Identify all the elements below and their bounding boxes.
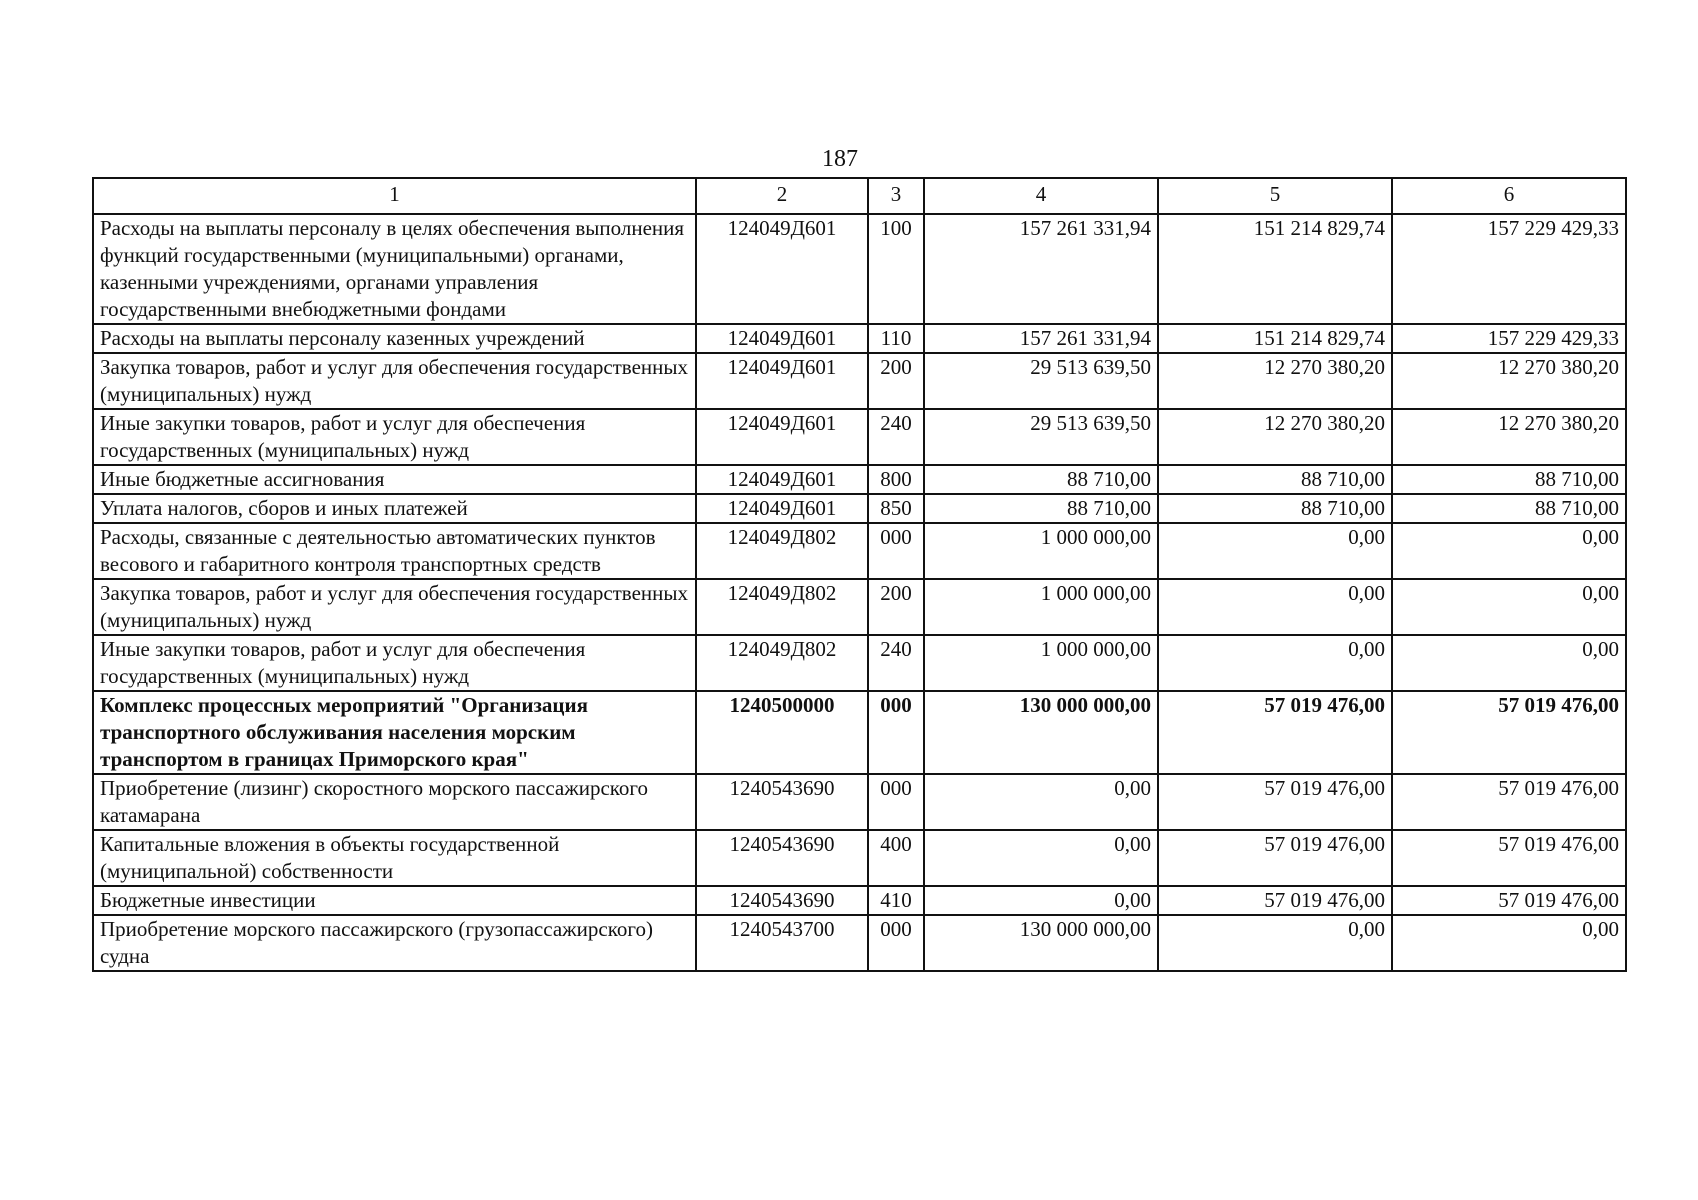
row-value-col5-cell: 0,00 xyxy=(1158,635,1392,691)
row-code-cell: 124049Д601 xyxy=(696,465,868,494)
row-value-col5-cell: 88 710,00 xyxy=(1158,465,1392,494)
row-name-cell: Уплата налогов, сборов и иных платежей xyxy=(93,494,696,523)
row-code-cell: 1240543700 xyxy=(696,915,868,971)
column-header: 2 xyxy=(696,178,868,214)
row-value-col5-cell: 0,00 xyxy=(1158,915,1392,971)
row-expense-type-cell: 000 xyxy=(868,774,924,830)
table-row xyxy=(93,830,1626,886)
row-value-col5-cell: 12 270 380,20 xyxy=(1158,353,1392,409)
row-value-col5-cell: 57 019 476,00 xyxy=(1158,830,1392,886)
row-value-col6-cell: 88 710,00 xyxy=(1392,465,1626,494)
row-code-cell: 124049Д601 xyxy=(696,353,868,409)
row-name-cell: Иные закупки товаров, работ и услуг для обеспечения государственных (муниципальных) нужд xyxy=(93,409,696,465)
table-row xyxy=(93,523,1626,579)
column-header: 1 xyxy=(93,178,696,214)
row-expense-type-cell: 800 xyxy=(868,465,924,494)
table-row xyxy=(93,635,1626,691)
row-code-cell: 124049Д601 xyxy=(696,324,868,353)
table-row xyxy=(93,353,1626,409)
row-expense-type-cell: 100 xyxy=(868,214,924,324)
row-value-col6-cell: 0,00 xyxy=(1392,523,1626,579)
row-expense-type-cell: 200 xyxy=(868,579,924,635)
row-name-cell: Приобретение (лизинг) скоростного морского пассажирского катамарана xyxy=(93,774,696,830)
row-expense-type-cell: 000 xyxy=(868,691,924,774)
row-code-cell: 124049Д802 xyxy=(696,523,868,579)
row-expense-type-cell: 200 xyxy=(868,353,924,409)
row-value-col4-cell: 1 000 000,00 xyxy=(924,635,1158,691)
row-expense-type-cell: 240 xyxy=(868,409,924,465)
row-expense-type-cell: 410 xyxy=(868,886,924,915)
row-expense-type-cell: 240 xyxy=(868,635,924,691)
row-value-col4-cell: 29 513 639,50 xyxy=(924,353,1158,409)
row-expense-type-cell: 110 xyxy=(868,324,924,353)
row-value-col5-cell: 57 019 476,00 xyxy=(1158,774,1392,830)
row-value-col5-cell: 12 270 380,20 xyxy=(1158,409,1392,465)
row-code-cell: 1240543690 xyxy=(696,886,868,915)
row-value-col5-cell: 151 214 829,74 xyxy=(1158,324,1392,353)
table-row xyxy=(93,774,1626,830)
row-value-col6-cell: 57 019 476,00 xyxy=(1392,830,1626,886)
row-expense-type-cell: 400 xyxy=(868,830,924,886)
row-value-col5-cell: 0,00 xyxy=(1158,523,1392,579)
row-value-col6-cell: 0,00 xyxy=(1392,915,1626,971)
row-value-col6-cell: 57 019 476,00 xyxy=(1392,691,1626,774)
row-value-col5-cell: 0,00 xyxy=(1158,579,1392,635)
row-value-col4-cell: 0,00 xyxy=(924,774,1158,830)
row-code-cell: 124049Д802 xyxy=(696,635,868,691)
row-name-cell: Расходы на выплаты персоналу в целях обеспечения выполнения функций государственными (муниципальными) органами, казенными учреждениями, органами управления государственными внебюджетными фондами xyxy=(93,214,696,324)
row-name-cell: Приобретение морского пассажирского (грузопассажирского) судна xyxy=(93,915,696,971)
row-name-cell: Бюджетные инвестиции xyxy=(93,886,696,915)
row-value-col5-cell: 88 710,00 xyxy=(1158,494,1392,523)
table-row xyxy=(93,691,1626,774)
row-value-col4-cell: 0,00 xyxy=(924,886,1158,915)
row-name-cell: Комплекс процессных мероприятий "Организация транспортного обслуживания населения морским транспортом в границах Приморского края" xyxy=(93,691,696,774)
row-code-cell: 124049Д802 xyxy=(696,579,868,635)
row-name-cell: Закупка товаров, работ и услуг для обеспечения государственных (муниципальных) нужд xyxy=(93,353,696,409)
row-code-cell: 1240543690 xyxy=(696,830,868,886)
column-header: 4 xyxy=(924,178,1158,214)
budget-table xyxy=(92,177,1627,972)
row-value-col4-cell: 88 710,00 xyxy=(924,465,1158,494)
table-body xyxy=(93,214,1626,971)
row-value-col6-cell: 157 229 429,33 xyxy=(1392,214,1626,324)
row-value-col6-cell: 12 270 380,20 xyxy=(1392,353,1626,409)
row-code-cell: 1240500000 xyxy=(696,691,868,774)
row-name-cell: Иные бюджетные ассигнования xyxy=(93,465,696,494)
row-value-col4-cell: 0,00 xyxy=(924,830,1158,886)
row-value-col6-cell: 57 019 476,00 xyxy=(1392,774,1626,830)
row-value-col5-cell: 151 214 829,74 xyxy=(1158,214,1392,324)
table-row xyxy=(93,465,1626,494)
row-code-cell: 124049Д601 xyxy=(696,494,868,523)
table-row xyxy=(93,324,1626,353)
row-value-col6-cell: 88 710,00 xyxy=(1392,494,1626,523)
column-header: 6 xyxy=(1392,178,1626,214)
row-value-col4-cell: 130 000 000,00 xyxy=(924,691,1158,774)
row-code-cell: 124049Д601 xyxy=(696,409,868,465)
row-value-col4-cell: 157 261 331,94 xyxy=(924,214,1158,324)
row-expense-type-cell: 000 xyxy=(868,915,924,971)
table-row xyxy=(93,915,1626,971)
row-value-col4-cell: 1 000 000,00 xyxy=(924,523,1158,579)
row-value-col6-cell: 0,00 xyxy=(1392,579,1626,635)
page-number: 187 xyxy=(822,146,858,172)
row-value-col5-cell: 57 019 476,00 xyxy=(1158,691,1392,774)
row-name-cell: Расходы на выплаты персоналу казенных учреждений xyxy=(93,324,696,353)
table-row xyxy=(93,886,1626,915)
row-value-col6-cell: 0,00 xyxy=(1392,635,1626,691)
row-code-cell: 124049Д601 xyxy=(696,214,868,324)
header-row xyxy=(93,178,1626,214)
row-value-col4-cell: 29 513 639,50 xyxy=(924,409,1158,465)
row-expense-type-cell: 850 xyxy=(868,494,924,523)
table-row xyxy=(93,494,1626,523)
row-value-col4-cell: 88 710,00 xyxy=(924,494,1158,523)
table-row xyxy=(93,214,1626,324)
row-expense-type-cell: 000 xyxy=(868,523,924,579)
column-header: 5 xyxy=(1158,178,1392,214)
row-value-col4-cell: 1 000 000,00 xyxy=(924,579,1158,635)
row-name-cell: Закупка товаров, работ и услуг для обеспечения государственных (муниципальных) нужд xyxy=(93,579,696,635)
row-value-col5-cell: 57 019 476,00 xyxy=(1158,886,1392,915)
row-name-cell: Расходы, связанные с деятельностью автоматических пунктов весового и габаритного контроля транспортных средств xyxy=(93,523,696,579)
row-value-col6-cell: 57 019 476,00 xyxy=(1392,886,1626,915)
table-row xyxy=(93,579,1626,635)
column-header: 3 xyxy=(868,178,924,214)
row-code-cell: 1240543690 xyxy=(696,774,868,830)
row-value-col6-cell: 157 229 429,33 xyxy=(1392,324,1626,353)
row-value-col4-cell: 130 000 000,00 xyxy=(924,915,1158,971)
row-name-cell: Капитальные вложения в объекты государственной (муниципальной) собственности xyxy=(93,830,696,886)
row-value-col6-cell: 12 270 380,20 xyxy=(1392,409,1626,465)
row-value-col4-cell: 157 261 331,94 xyxy=(924,324,1158,353)
table-row xyxy=(93,409,1626,465)
row-name-cell: Иные закупки товаров, работ и услуг для обеспечения государственных (муниципальных) нужд xyxy=(93,635,696,691)
